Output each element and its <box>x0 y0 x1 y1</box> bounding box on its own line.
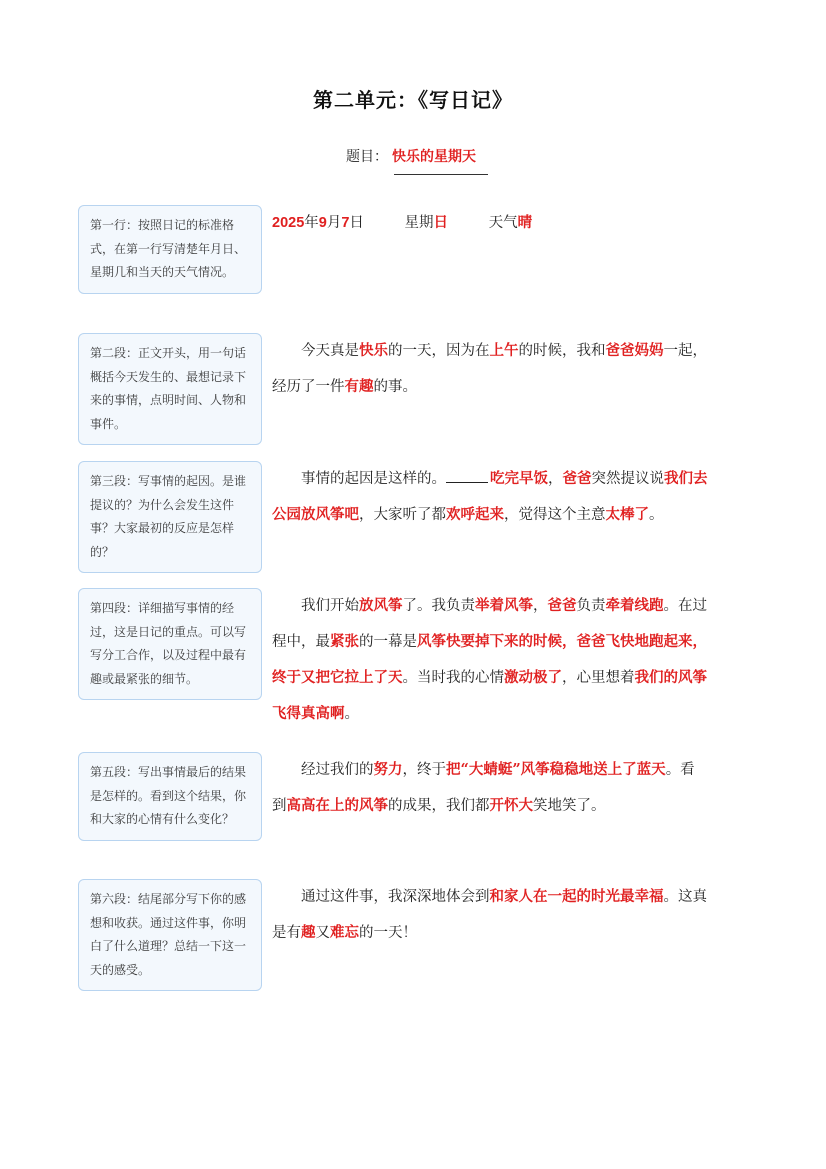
diary-paragraph-3: 事情的起因是这样的。 吃完早饭，爸爸突然提议说我们去公园放风筝吧，大家听了都欢呼起来，觉得这个主意太棒了。 <box>272 470 708 523</box>
weather: 天气晴 <box>488 214 533 231</box>
diary-paragraph-6: 通过这件事，我深深地体会到和家人在一起的时光最幸福。这真是有趣又难忘的一天！ <box>272 888 707 941</box>
topic-label: 题目： <box>346 149 388 165</box>
topic-underline <box>394 174 488 175</box>
note-paragraph-6: 第六段：结尾部分写下你的感想和收获。通过这件事，你明白了什么道理？总结一下这一天的感受。 <box>78 879 262 991</box>
note-paragraph-5: 第五段：写出事情最后的结果是怎样的。看到这个结果，你和大家的心情有什么变化？ <box>78 752 262 841</box>
diary-paragraph-2: 今天真是快乐的一天，因为在上午的时候，我和爸爸妈妈一起，经历了一件有趣的事。 <box>272 342 707 395</box>
topic-value: 快乐的星期天 <box>392 149 476 165</box>
blank-line <box>446 468 488 483</box>
diary-date-line <box>272 210 532 236</box>
weekday: 星期日 <box>404 214 449 231</box>
diary-paragraph-4: 我们开始放风筝了。我负责举着风筝，爸爸负责牵着线跑。在过程中，最紧张的一幕是风筝快要掉下来的时候，爸爸飞快地跑起来，终于又把它拉上了天。当时我的心情激动极了，心里想着我们的风筝飞得真高啊。 <box>272 597 707 722</box>
note-paragraph-3: 第三段：写事情的起因。是谁提议的？为什么会发生这件事？大家最初的反应是怎样的？ <box>78 461 262 573</box>
note-paragraph-4: 第四段：详细描写事情的经过，这是日记的重点。可以写写分工合作，以及过程中最有趣或最紧张的细节。 <box>78 588 262 700</box>
date: 2025年9月7日 <box>272 215 364 231</box>
diary-paragraph-5: 经过我们的努力，终于把“大蜻蜓”风筝稳稳地送上了蓝天。看到高高在上的风筝的成果，我们都开怀大笑地笑了。 <box>272 761 695 814</box>
topic-row <box>0 146 826 172</box>
note-line-1: 第一行：按照日记的标准格式，在第一行写清楚年月日、星期几和当天的天气情况。 <box>78 205 262 294</box>
page-title: 第二单元：《写日记》 <box>313 88 513 112</box>
note-paragraph-2: 第二段：正文开头，用一句话概括今天发生的、最想记录下来的事情，点明时间、人物和事件。 <box>78 333 262 445</box>
